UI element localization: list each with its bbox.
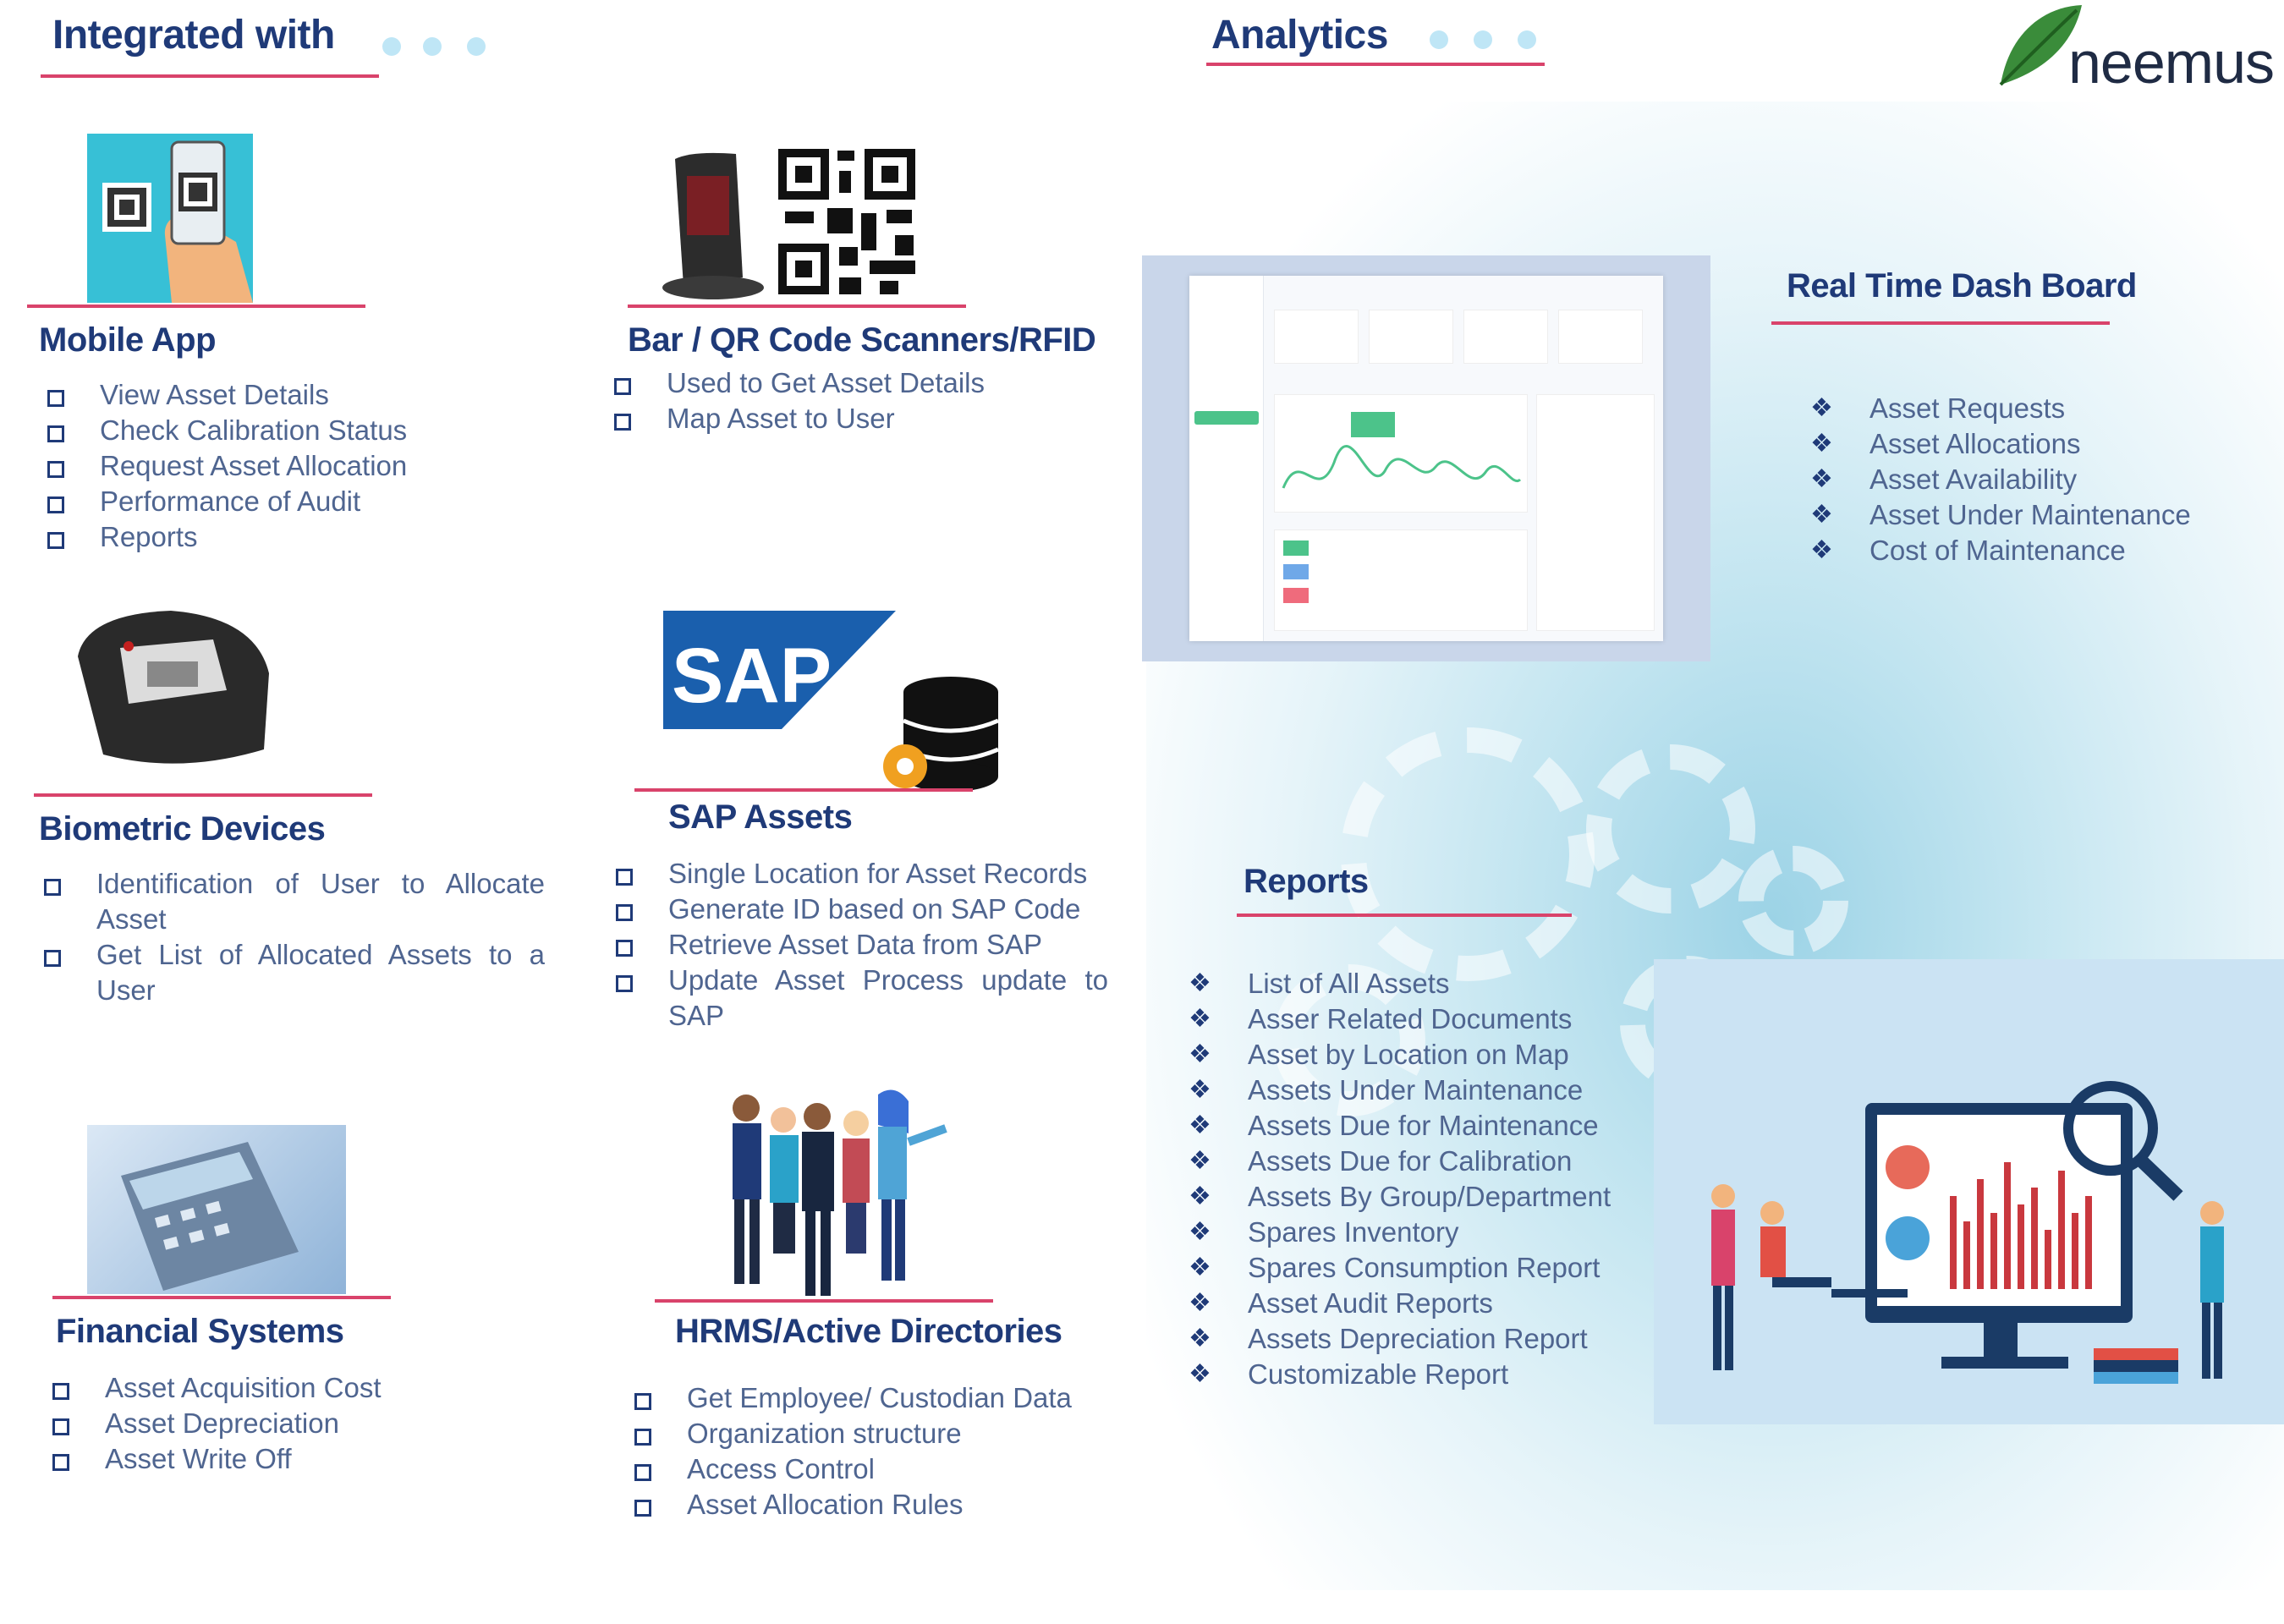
dashboard-line-chart — [1274, 394, 1528, 513]
list-item: ❖ Assets Under Maintenance — [1189, 1073, 1662, 1108]
kpi-card — [1369, 310, 1453, 364]
dashboard-sidebar-active — [1194, 411, 1259, 425]
section-underline — [27, 304, 365, 308]
mobile-app-image — [87, 134, 253, 303]
database-icon — [875, 673, 1002, 800]
list-item: Asset Allocation Rules — [628, 1487, 1135, 1522]
reports-list — [1189, 966, 1662, 1392]
list-item: Get Employee/ Custodian Data — [628, 1380, 1135, 1416]
list-item: ❖ Assets Depreciation Report — [1189, 1321, 1662, 1357]
list-item: ❖ Asser Related Documents — [1189, 1001, 1662, 1037]
scanners-list — [607, 365, 1081, 436]
dashboard-list — [1810, 391, 2267, 568]
heading-underline — [1206, 63, 1545, 66]
kpi-card — [1274, 310, 1359, 364]
list-item: ❖ Asset Allocations — [1810, 426, 2267, 462]
dot-icon — [1430, 30, 1448, 49]
list-item: ❖ Asset Requests — [1810, 391, 2267, 426]
list-item: Organization structure — [628, 1416, 1135, 1451]
biometric-list — [37, 866, 545, 1008]
list-item: Asset Depreciation — [46, 1406, 553, 1441]
dashboard-sidebar — [1189, 276, 1264, 641]
dashboard-window — [1189, 276, 1663, 641]
integrated-heading: Integrated with — [52, 13, 335, 58]
list-item: ❖ Asset Audit Reports — [1189, 1286, 1662, 1321]
scanners-title: Bar / QR Code Scanners/RFID — [628, 321, 1096, 359]
section-underline — [655, 1299, 993, 1303]
scanner-image — [658, 142, 954, 303]
status-chip — [1283, 540, 1309, 556]
sap-title: SAP Assets — [668, 798, 853, 836]
list-item: Access Control — [628, 1451, 1135, 1487]
status-chip — [1283, 564, 1309, 579]
kpi-card — [1463, 310, 1548, 364]
list-item: ❖ Spares Consumption Report — [1189, 1250, 1662, 1286]
section-underline — [1237, 914, 1572, 917]
list-item: Used to Get Asset Details — [607, 365, 1081, 401]
section-underline — [34, 793, 372, 797]
gear-decoration — [1586, 744, 1755, 914]
list-item: Reports — [41, 519, 548, 555]
list-item: Map Asset to User — [607, 401, 1081, 436]
dashboard-user-list — [1536, 394, 1655, 631]
sap-list — [609, 856, 1108, 1034]
list-item: Performance of Audit — [41, 484, 548, 519]
dashboard-table — [1274, 529, 1528, 631]
team-people-image — [712, 1083, 966, 1303]
dot-icon — [382, 37, 401, 56]
list-item: ❖ Assets By Group/Department — [1189, 1179, 1662, 1215]
dashboard-title: Real Time Dash Board — [1787, 267, 2137, 304]
biometric-device-image — [69, 597, 272, 770]
reports-title: Reports — [1244, 863, 1369, 900]
list-item: Request Asset Allocation — [41, 448, 548, 484]
list-item: ❖ Assets Due for Maintenance — [1189, 1108, 1662, 1144]
dot-icon — [467, 37, 486, 56]
kpi-card — [1558, 310, 1643, 364]
hrms-list — [628, 1380, 1135, 1522]
section-underline — [628, 304, 966, 308]
section-underline — [634, 788, 973, 792]
dot-icon — [1474, 30, 1492, 49]
list-item: Get List of Allocated Assets to a User — [37, 937, 545, 1008]
list-item: ❖ Asset Under Maintenance — [1810, 497, 2267, 533]
list-item: Identification of User to Allocate Asset — [37, 866, 545, 937]
hrms-title: HRMS/Active Directories — [675, 1313, 1062, 1350]
gear-decoration — [1341, 727, 1595, 981]
dashboard-kpis — [1274, 310, 1655, 377]
list-item: ❖ Customizable Report — [1189, 1357, 1662, 1392]
heading-underline — [41, 74, 379, 78]
list-item: Asset Acquisition Cost — [46, 1370, 553, 1406]
list-item: Check Calibration Status — [41, 413, 548, 448]
sap-logo-text: SAP — [672, 633, 832, 719]
list-item: View Asset Details — [41, 377, 548, 413]
status-chip — [1283, 588, 1309, 603]
analytics-heading: Analytics — [1211, 13, 1388, 58]
financial-list — [46, 1370, 553, 1477]
list-item: Retrieve Asset Data from SAP — [609, 927, 1108, 963]
sap-logo — [663, 611, 896, 729]
list-item: ❖ Asset by Location on Map — [1189, 1037, 1662, 1073]
list-item: ❖ Asset Availability — [1810, 462, 2267, 497]
dot-icon — [423, 37, 442, 56]
mobile-app-title: Mobile App — [39, 321, 217, 359]
financial-image — [87, 1125, 346, 1294]
dot-icon — [1518, 30, 1536, 49]
gear-decoration — [1738, 846, 1848, 956]
section-underline — [52, 1296, 391, 1299]
list-item: Update Asset Process update to SAP — [609, 963, 1108, 1034]
list-item: Asset Write Off — [46, 1441, 553, 1477]
biometric-title: Biometric Devices — [39, 810, 326, 848]
list-item: ❖ Spares Inventory — [1189, 1215, 1662, 1250]
brand-logo — [1992, 0, 2275, 97]
brand-name: neemus — [2068, 30, 2275, 96]
list-item: Generate ID based on SAP Code — [609, 892, 1108, 927]
financial-title: Financial Systems — [56, 1313, 344, 1350]
section-underline — [1771, 321, 2110, 325]
analytics-illustration — [1654, 959, 2284, 1424]
list-item: ❖ Assets Due for Calibration — [1189, 1144, 1662, 1179]
mobile-app-list — [41, 377, 548, 555]
dashboard-screenshot — [1142, 255, 1710, 661]
list-item: ❖ List of All Assets — [1189, 966, 1662, 1001]
list-item: Single Location for Asset Records — [609, 856, 1108, 892]
list-item: ❖ Cost of Maintenance — [1810, 533, 2267, 568]
